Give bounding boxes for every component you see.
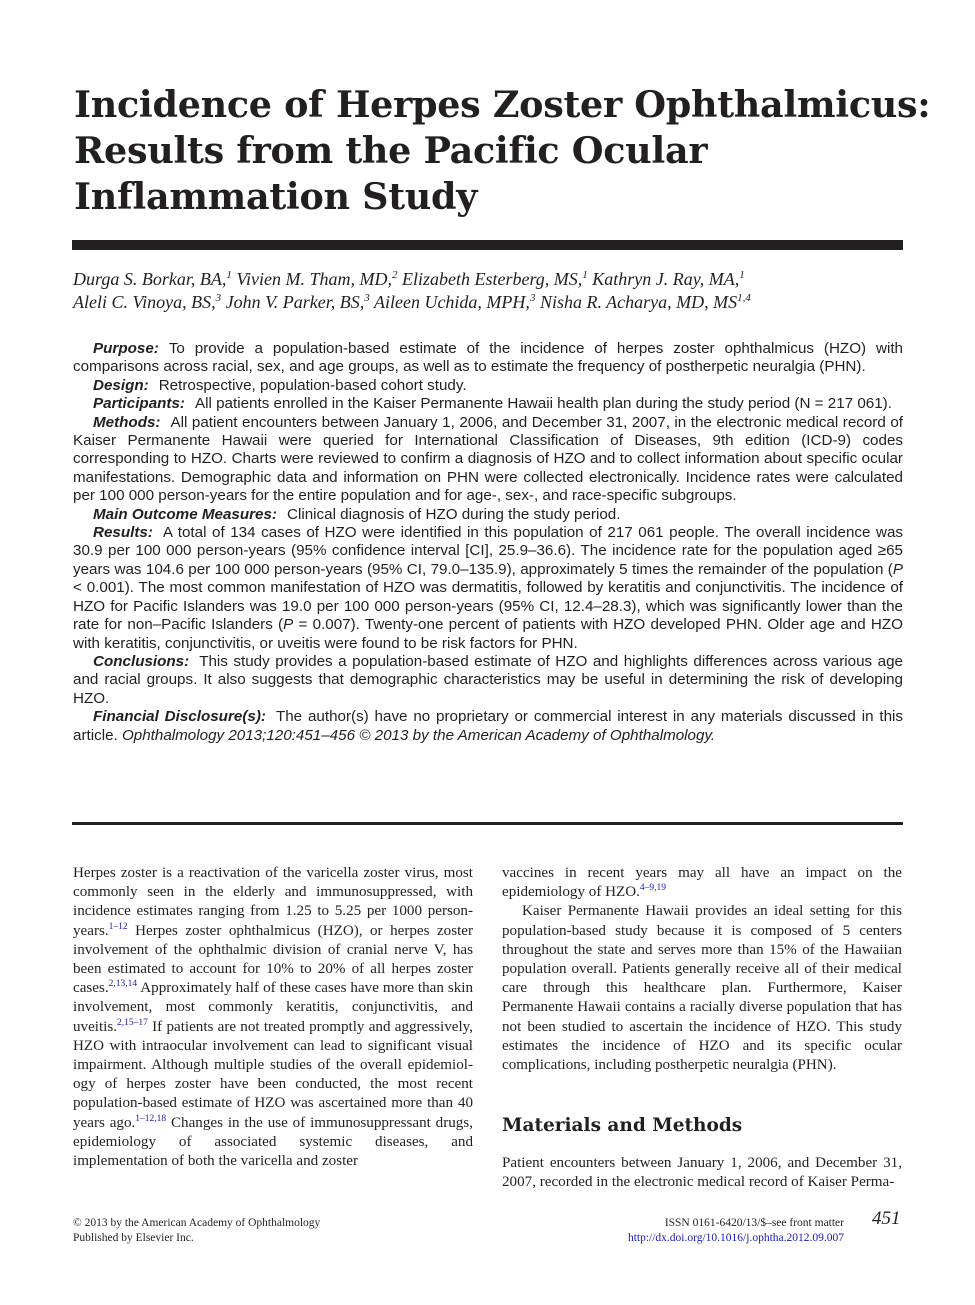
affiliation-mark: 3 xyxy=(529,292,536,304)
p-value-symbol: P xyxy=(892,560,903,578)
page-number: 451 xyxy=(872,1208,901,1229)
article-title xyxy=(74,82,931,220)
author-name: Aileen Uchida, MPH, xyxy=(369,292,530,312)
abstract-text: Clinical diagnosis of HZO during the study period. xyxy=(287,505,621,523)
author-line xyxy=(73,268,905,291)
body-text: vaccines in recent years may all have an impact on the epidemiology of HZO. xyxy=(502,865,902,901)
doi-link[interactable]: http://dx.doi.org/10.1016/j.ophtha.2012.09.007 xyxy=(627,1232,844,1244)
affiliation-mark: 1 xyxy=(739,269,745,281)
abstract-participants xyxy=(73,395,903,413)
abstract-results xyxy=(73,524,903,653)
title-line: Incidence of Herpes Zoster Ophthalmicus: xyxy=(74,83,931,126)
reference-link[interactable]: 4–9,19 xyxy=(639,883,667,894)
abstract-disclosure xyxy=(73,708,903,745)
footer-right xyxy=(622,1216,844,1246)
title-divider xyxy=(72,240,903,250)
body-paragraph: Kaiser Permanente Hawaii provides an ideal setting for this population-based study because it is composed of 5 centers throughout the state and serves more than 15% of the Hawaiian population overall. Patients generally receive all of their medical care through this healthcare plan. Furthermore, Kaiser Permanente Hawaii contains a racially diverse population that has not been studied to ascertain the incidence of HZO. This study estimates the incidence of HZO and its specific ocular complications, including postherpetic neuralgia (PHN). xyxy=(502,903,902,1074)
abstract-methods xyxy=(73,414,903,506)
abstract-label: Financial Disclosure(s): xyxy=(93,708,266,726)
affiliation-mark: 3 xyxy=(215,292,222,304)
author-line xyxy=(73,291,905,314)
affiliation-mark: 2 xyxy=(391,269,398,281)
body-column-left xyxy=(73,864,473,1171)
abstract-label: Methods: xyxy=(93,413,161,431)
affiliation-mark: 3 xyxy=(364,292,370,304)
body-text: If patients are not treated promptly and aggressively, HZO with intraocular involvement can lead to significant visual impairment. Although multiple studies of the overall epidemiology of herpes zoster have been conducted, the most recent population-based estimate of HZO was ascertained more than 40 years ago. xyxy=(73,1018,473,1131)
publisher-notice: Published by Elsevier Inc. xyxy=(73,1232,194,1244)
abstract-label: Results: xyxy=(93,524,153,542)
abstract-text: Retrospective, population-based cohort study. xyxy=(158,376,467,394)
abstract-label: Design: xyxy=(93,376,149,394)
abstract-text: = 0.007). Twenty-one percent of patients with HZO developed PHN. Older age and HZO with keratitis, conjunctivitis, or uveitis were found to be risk factors for PHN. xyxy=(73,616,903,652)
reference-link[interactable]: 1–12,18 xyxy=(135,1113,167,1124)
body-text: Herpes zoster ophthalmicus (HZO), or herpes zoster involvement of the ophthalmic division of cranial nerve V, has been estimated to account for 10% to 20% of all herpes zoster cases. xyxy=(73,922,473,997)
title-line: Inflammation Study xyxy=(74,175,478,218)
affiliation-mark: 1 xyxy=(582,269,588,281)
author-name: Vivien M. Tham, MD, xyxy=(231,269,392,289)
reference-link[interactable]: 1–12 xyxy=(108,921,128,932)
abstract-outcome xyxy=(73,506,903,524)
body-text: Herpes zoster is a reactivation of the varicella zoster virus, most commonly seen in the elderly and immunosuppressed, with incidence estimates ranging from 1.25 to 5.25 per 1000 person-years. xyxy=(73,865,473,939)
body-text: Changes in the use of immunosuppressant drugs, epidemiology of associated systemic diseases, and implementation of both the varicella and zoster xyxy=(73,1114,473,1170)
abstract-text: This study provides a population-based estimate of HZO and highlights differences across various age and racial groups. It also suggests that demographic characteristics may be useful in determining the risk of developing HZO. xyxy=(73,652,903,707)
abstract-label: Main Outcome Measures: xyxy=(93,505,277,523)
abstract-text: The author(s) have no proprietary or commercial interest in any materials discussed in this article. xyxy=(73,708,904,744)
affiliation-mark: 1,4 xyxy=(737,292,751,304)
title-line: Results from the Pacific Ocular xyxy=(74,129,708,172)
author-name: Nisha R. Acharya, MD, MS xyxy=(535,292,738,312)
p-value-symbol: P xyxy=(283,616,294,634)
journal-citation: Ophthalmology 2013;120:451–456 © 2013 by the American Academy of Ophthalmology. xyxy=(121,726,716,744)
abstract-text: All patient encounters between January 1, 2006, and December 31, 2007, in the electronic medical record of Kaiser Permanente Hawaii were queried for International Classification of Diseases, 9th edition (ICD-9) codes corresponding to HZO. Charts were reviewed to confirm a diagnosis of HZO and to collect information about specific ocular manifestations. Demographic data and information on PHN were collected electronically. Incidence rates were calculated per 100 000 person-years for the entire population and for age-, sex-, and race-specific subgroups. xyxy=(73,413,903,505)
abstract-text: < 0.001). The most common manifestation of HZO was dermatitis, followed by keratitis and conjunctivitis. The incidence of HZO for Pacific Islanders was 19.0 per 100 000 person-years (95% CI, 12.4–28.3), which was significantly lower than the rate for non–Pacific Islanders ( xyxy=(73,579,903,634)
section-heading-materials-methods: Materials and Methods xyxy=(502,1115,743,1136)
author-name: Elizabeth Esterberg, MS, xyxy=(397,269,583,289)
copyright-notice: © 2013 by the American Academy of Ophthalmology xyxy=(73,1217,321,1229)
reference-link[interactable]: 2,13,14 xyxy=(108,979,138,990)
issn-notice: ISSN 0161-6420/13/$–see front matter xyxy=(664,1217,844,1229)
author-name: Durga S. Borkar, BA, xyxy=(73,269,227,289)
author-list xyxy=(73,268,905,314)
abstract-label: Participants: xyxy=(93,395,185,413)
abstract-text: To provide a population-based estimate of the incidence of herpes zoster ophthalmicus (HZO) with comparisons across racial, sex, and age groups, as well as to estimate the frequency of postherpetic neuralgia (PHN). xyxy=(73,340,903,376)
body-paragraph xyxy=(502,864,902,902)
reference-link[interactable]: 2,15–17 xyxy=(117,1017,148,1028)
body-column-right xyxy=(502,864,902,1075)
abstract-label: Purpose: xyxy=(93,340,159,357)
abstract-text: A total of 134 cases of HZO were identified in this population of 217 061 people. The overall incidence was 30.9 per 100 000 person-years (95% confidence interval [CI], 25.9–36.6). The incidence rate for the population aged ≥65 years was 104.6 per 100 000 person-years (95% CI, 79.0–135.9), approximately 5 times the remainder of the population ( xyxy=(73,524,903,578)
body-text: Approximately half of these cases have more than skin involvement, most commonly keratitis, conjunctivitis, and uveitis. xyxy=(73,980,473,1035)
footer-left xyxy=(73,1216,320,1246)
abstract-label: Conclusions: xyxy=(93,652,190,670)
body-paragraph: Patient encounters between January 1, 2006, and December 31, 2007, recorded in the electronic medical record of Kaiser Perma- xyxy=(502,1155,902,1191)
abstract-divider xyxy=(72,822,903,825)
author-name: John V. Parker, BS, xyxy=(221,292,365,312)
abstract-purpose xyxy=(73,340,903,377)
author-name: Kathryn J. Ray, MA, xyxy=(587,269,740,289)
author-name: Aleli C. Vinoya, BS, xyxy=(73,292,216,312)
abstract-conclusions xyxy=(73,653,903,708)
body-paragraph xyxy=(73,864,473,1171)
abstract xyxy=(73,340,903,745)
affiliation-mark: 1 xyxy=(226,269,232,281)
abstract-design xyxy=(73,377,903,395)
abstract-text: All patients enrolled in the Kaiser Permanente Hawaii health plan during the study period (N = 217 061). xyxy=(195,395,892,413)
